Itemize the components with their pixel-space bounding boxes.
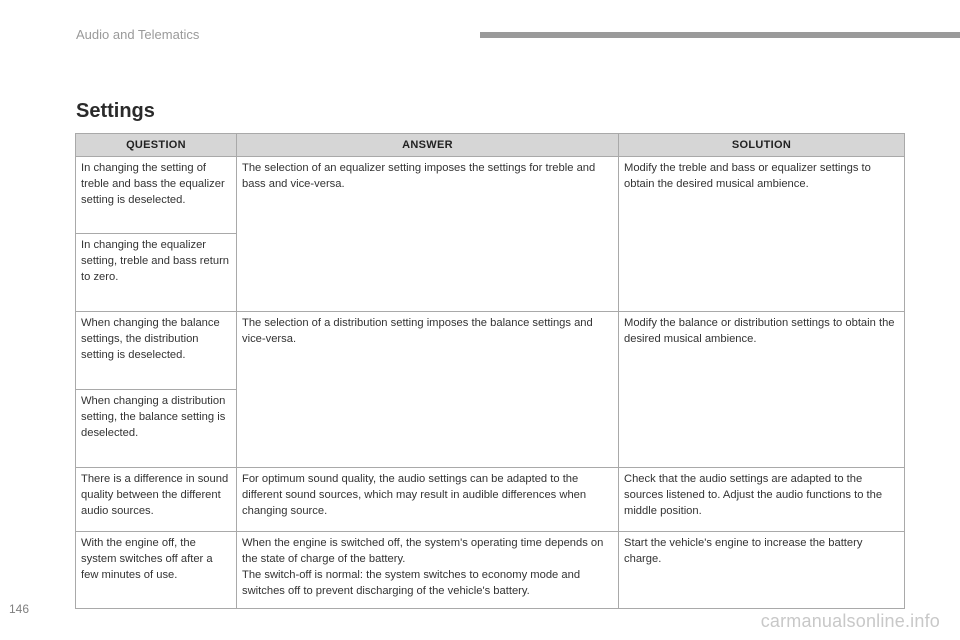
solution-cell: Check that the audio settings are adapted to the sources listened to. Adjust the audio functions to the middle position. <box>619 468 905 532</box>
answer-text-extra: The switch-off is normal: the system switches to economy mode and switches off to prevent discharging of the vehicle's battery. <box>242 569 581 597</box>
header-divider-bar <box>480 32 960 38</box>
table-row <box>76 312 905 390</box>
section-header: Audio and Telematics <box>76 27 200 42</box>
table-row <box>76 468 905 532</box>
column-header-question: QUESTION <box>76 134 237 157</box>
page-number: 146 <box>9 602 30 616</box>
answer-cell: The selection of an equalizer setting imposes the settings for treble and bass and vice-versa. <box>237 157 619 312</box>
answer-cell: The selection of a distribution setting imposes the balance settings and vice-versa. <box>237 312 619 468</box>
solution-cell: Modify the treble and bass or equalizer settings to obtain the desired musical ambience. <box>619 157 905 312</box>
watermark: carmanualsonline.info <box>760 611 940 631</box>
question-cell: In changing the equalizer setting, treble and bass return to zero. <box>76 234 237 312</box>
column-header-answer: ANSWER <box>237 134 619 157</box>
table-row <box>76 157 905 234</box>
question-cell: When changing the balance settings, the distribution setting is deselected. <box>76 312 237 390</box>
question-cell: With the engine off, the system switches off after a few minutes of use. <box>76 532 237 609</box>
answer-cell: For optimum sound quality, the audio settings can be adapted to the different sound sources, which may result in audible differences when changing source. <box>237 468 619 532</box>
question-cell: In changing the setting of treble and bass the equalizer setting is deselected. <box>76 157 237 234</box>
question-cell: There is a difference in sound quality between the different audio sources. <box>76 468 237 532</box>
solution-cell: Start the vehicle's engine to increase the battery charge. <box>619 532 905 609</box>
faq-table <box>75 133 905 609</box>
table-header-row <box>76 134 905 157</box>
question-cell: When changing a distribution setting, the balance setting is deselected. <box>76 390 237 468</box>
answer-cell <box>237 532 619 609</box>
column-header-solution: SOLUTION <box>619 134 905 157</box>
page-title: Settings <box>76 100 155 122</box>
table-row <box>76 532 905 609</box>
answer-text: When the engine is switched off, the system's operating time depends on the state of charge of the battery. <box>242 537 604 565</box>
solution-cell: Modify the balance or distribution settings to obtain the desired musical ambience. <box>619 312 905 468</box>
